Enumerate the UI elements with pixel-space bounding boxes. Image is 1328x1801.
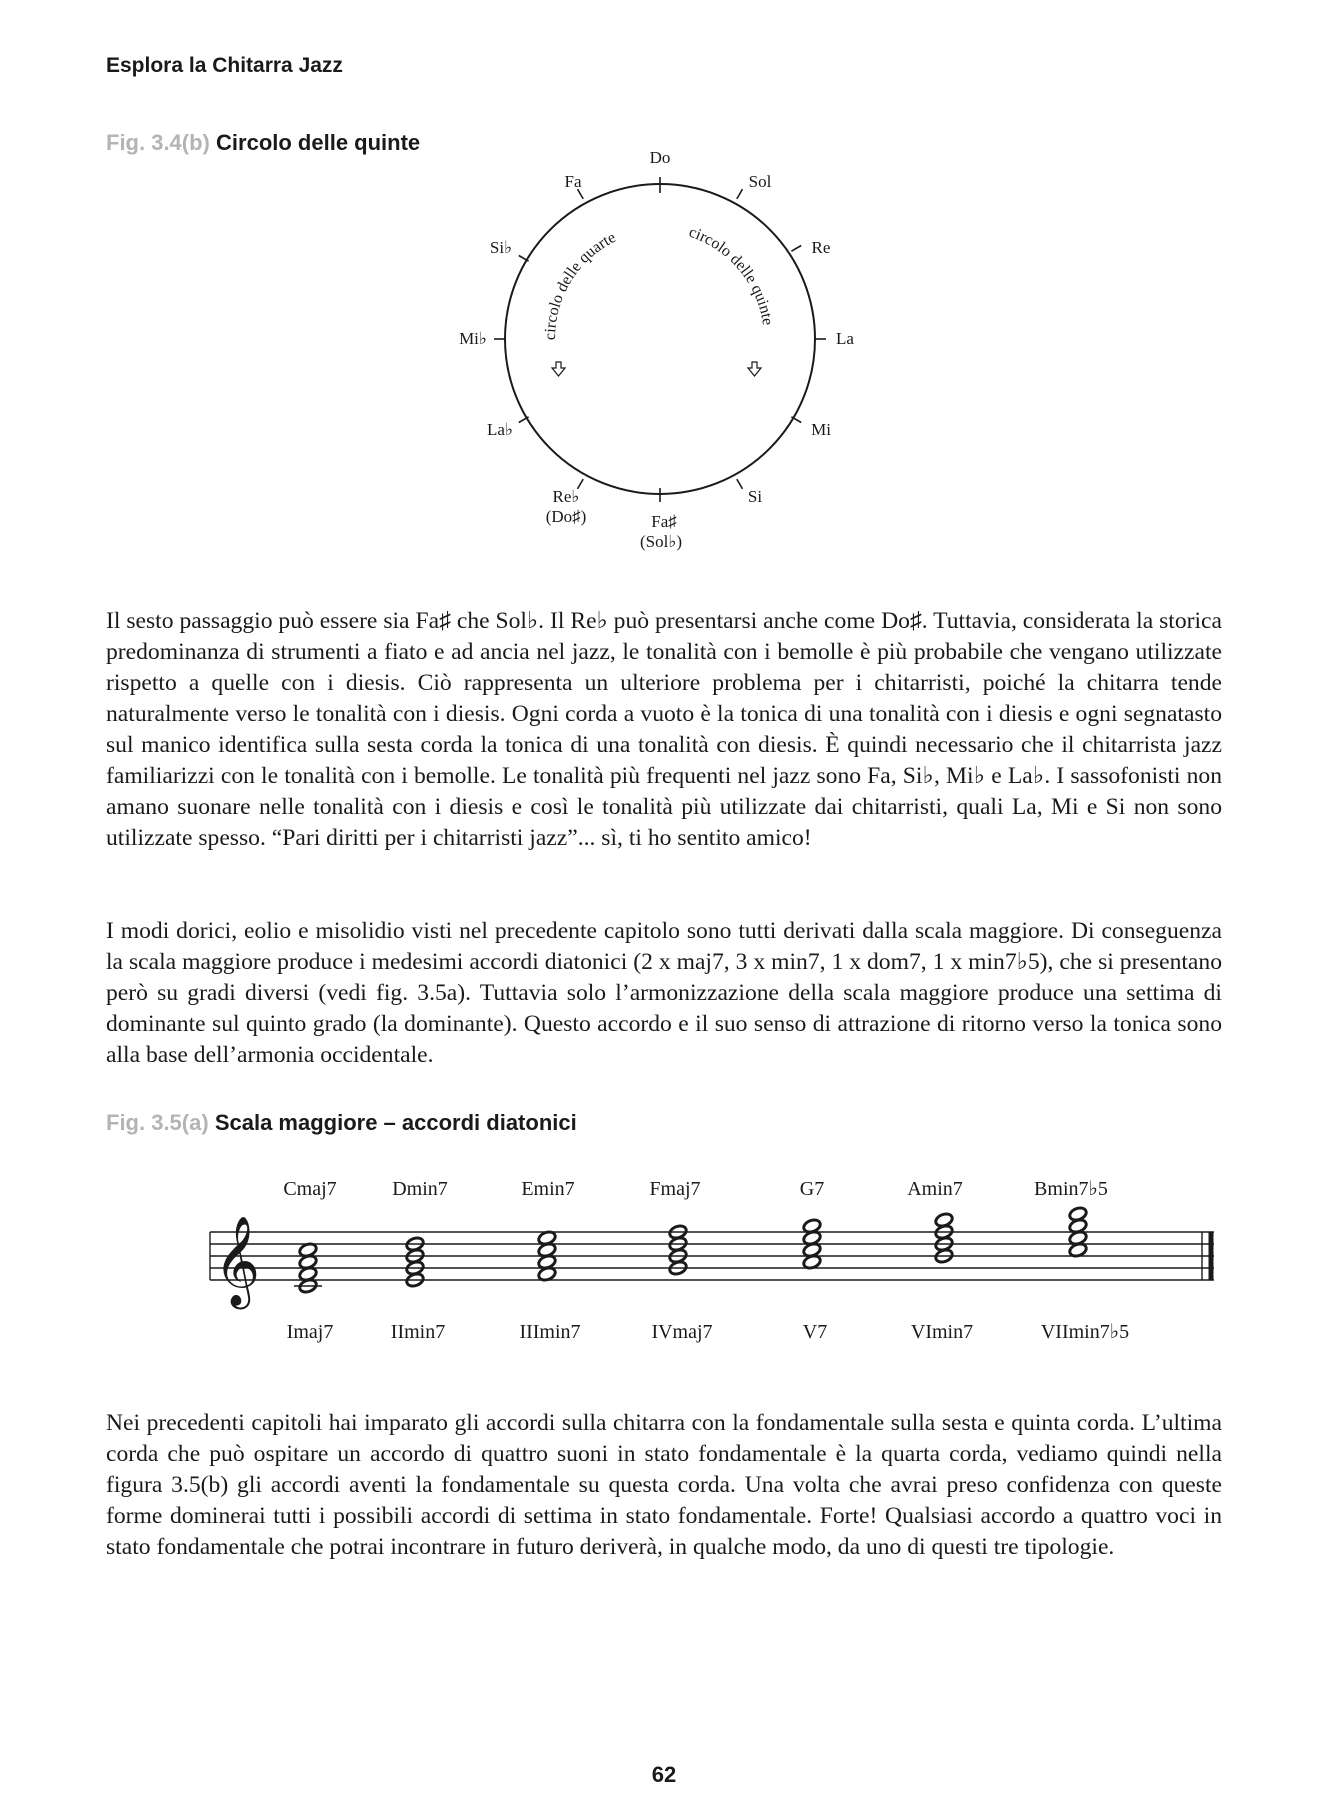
staff-lines	[210, 1232, 1214, 1280]
key-label-sol: Sol	[748, 172, 772, 191]
degree-label: IIImin7	[519, 1321, 581, 1343]
key-label-fa: Fa	[564, 172, 582, 191]
key-label-sol-flat: (Sol♭)	[639, 532, 683, 551]
figure-caption-scale	[106, 1110, 577, 1136]
arc-label-fifths: circolo delle quinte	[686, 223, 777, 327]
arrow-right	[748, 362, 761, 376]
chord-symbols	[283, 1178, 1108, 1200]
page-number: 62	[651, 1762, 677, 1787]
key-label-si: Si	[747, 487, 763, 506]
chord-symbol: Amin7	[907, 1178, 963, 1200]
degree-label: Imaj7	[286, 1321, 334, 1343]
chord-symbol: G7	[799, 1178, 825, 1200]
chord-noteheads	[294, 1206, 1088, 1294]
chord-symbol: Fmaj7	[649, 1178, 701, 1200]
figure-number: Fig. 3.4(b)	[106, 130, 210, 155]
paragraph-2: I modi dorici, eolio e misolidio visti nel precedente capitolo sono tutti derivati dalla scala maggiore. Di conseguenza la scala maggiore produce i medesimi accordi diatonici (2 x maj7, 3 x min7, 1 x dom7, 1 x min7♭5), che si presentano però su gradi diversi (vedi fig. 3.5a). Tuttavia solo l’armonizzazione della scala maggiore produce una settima di dominante sul quinto grado (la dominante). Questo accordo e il suo senso di attrazione di ritorno verso la tonica sono alla base dell’armonia occidentale.	[106, 918, 1222, 1068]
degree-label: VIImin7♭5	[1040, 1321, 1130, 1343]
arc-label-fourths: circolo delle quarte	[541, 228, 619, 341]
figure-title: Circolo delle quinte	[216, 130, 421, 155]
chord-symbol: Dmin7	[392, 1178, 448, 1200]
key-label-mi-flat: Mi♭	[459, 329, 487, 348]
direction-arrows	[552, 362, 761, 376]
degree-label: IVmaj7	[651, 1321, 713, 1343]
chord-symbol: Cmaj7	[283, 1178, 337, 1200]
degree-label: V7	[802, 1321, 828, 1343]
degree-label: IImin7	[390, 1321, 446, 1343]
paragraph-3: Nei precedenti capitoli hai imparato gli accordi sulla chitarra con la fondamentale sulla sesta e quinta corda. L’ultima corda che può ospitare un accordo di quattro suoni in stato fondamentale è la quarta corda, vediamo quindi nella figura 3.5(b) gli accordi aventi la fondamentale su questa corda. Una volta che avrai preso confidenza con queste forme dominerai tutti i possibili accordi di settima in stato fondamentale. Forte! Qualsiasi accordo a quattro voci in stato fondamentale che potrai incontrare in futuro deriverà, in qualche modo, da uno di questi tre tipologie.	[106, 1410, 1222, 1560]
key-label-do-sharp: (Do♯)	[545, 507, 587, 526]
key-label-mi: Mi	[811, 420, 831, 439]
circle-of-fifths-diagram	[0, 0, 1328, 580]
degree-label: VImin7	[910, 1321, 974, 1343]
key-label-la: La	[836, 329, 854, 348]
diatonic-chords-staff	[0, 1160, 1328, 1360]
key-label-la-flat: La♭	[487, 420, 513, 439]
paragraph-1: Il sesto passaggio può essere sia Fa♯ che Sol♭. Il Re♭ può presentarsi anche come Do♯. Tuttavia, considerata la storica predominanza di strumenti a fiato e ad ancia nel jazz, le tonalità con i bemolle è più probabile che vengano utilizzate rispetto a quelle con i diesis. Ciò rappresenta un ulteriore problema per i chitarristi, poiché la chitarra tende naturalmente verso le tonalità con i diesis. Ogni corda a vuoto è la tonica di una tonalità con i diesis e ogni segnatasto sul manico identifica sulla sesta corda la tonica di una tonalità con diesis. È quindi necessario che il chitarrista jazz familiarizzi con le tonalità con i bemolle. Le tonalità più frequenti nel jazz sono Fa, Si♭, Mi♭ e La♭. I sassofonisti non amano suonare nelle tonalità con i diesis e così le tonalità più utilizzate dai chitarristi, quali La, Mi e Si non sono utilizzate spesso. “Pari diritti per i chitarristi jazz”... sì, ti ho sentito amico!	[106, 608, 1222, 851]
key-label-si-flat: Si♭	[489, 238, 513, 257]
running-header: Esplora la Chitarra Jazz	[106, 54, 343, 77]
chord-symbol: Emin7	[521, 1178, 575, 1200]
treble-clef: 𝄞	[214, 1217, 261, 1304]
figure-number: Fig. 3.5(a)	[106, 1110, 209, 1135]
chord-symbol: Bmin7♭5	[1034, 1178, 1108, 1200]
key-label-re: Re	[811, 238, 831, 257]
key-label-re-flat: Re♭	[552, 487, 580, 506]
key-label-fa-sharp: Fa♯	[651, 512, 677, 531]
figure-title: Scala maggiore – accordi diatonici	[214, 1110, 577, 1135]
arrow-left	[552, 362, 565, 376]
key-label-do: Do	[649, 148, 671, 167]
roman-numerals	[287, 1321, 1129, 1343]
